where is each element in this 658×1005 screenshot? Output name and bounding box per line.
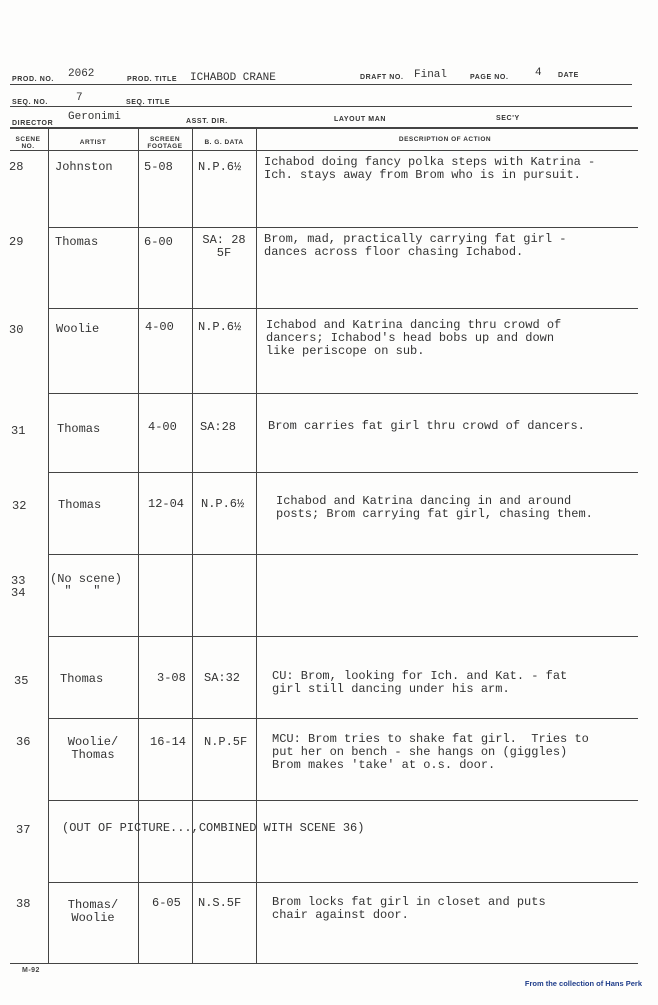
form-number: M-92 (22, 967, 40, 974)
director-value: Geronimi (68, 111, 121, 123)
table-row-description: Ichabod and Katrina dancing thru crowd of dancers; Ichabod's head bobs up and down like periscope on sub. (266, 318, 562, 358)
table-row-artist: Thomas (60, 672, 104, 686)
table-row-footage: 6-05 (152, 896, 181, 910)
table-row-scene: 35 (14, 674, 29, 688)
director-label: DIRECTOR (12, 120, 54, 127)
table-row-description: CU: Brom, looking for Ich. and Kat. - fat girl still dancing under his arm. (272, 669, 568, 696)
table-row-bg: SA:32 (204, 671, 241, 685)
table-row-bg: N.P.6½ (198, 160, 242, 174)
draft-no-label: DRAFT NO. (360, 74, 404, 81)
table-row-artist: Woolie/ Thomas (67, 735, 119, 762)
table-row-scene: 28 (9, 160, 24, 174)
table-row-scene: 37 (16, 823, 31, 837)
table-row-scene: 29 (9, 235, 24, 249)
layout-man-label: LAYOUT MAN (334, 116, 387, 123)
row-37-note: (OUT OF PICTURE...,COMBINED WITH SCENE 36) (62, 821, 365, 835)
table-row-scene: 32 (12, 499, 27, 513)
table-row-bg: N.S.5F (198, 896, 242, 910)
table-row-footage: 12-04 (148, 497, 185, 511)
table-row-footage: 3-08 (157, 671, 186, 685)
collection-credit: From the collection of Hans Perk (524, 979, 642, 988)
col-bg-data: B. G. DATA (204, 139, 244, 146)
col-description: DESCRIPTION OF ACTION (398, 136, 492, 143)
table-row-description: Brom locks fat girl in closet and puts chair against door. (272, 895, 546, 922)
seq-no-value: 7 (76, 92, 83, 104)
seq-no-label: SEQ. NO. (12, 99, 48, 106)
table-row-description: MCU: Brom tries to shake fat girl. Tries to put her on bench - she hangs on (giggles) Brom makes 'take' at o.s. door. (272, 732, 589, 772)
table-row-artist: Woolie (56, 322, 100, 336)
table-row-description: Ichabod and Katrina dancing in and around posts; Brom carrying fat girl, chasing them. (276, 494, 593, 521)
table-row-bg: N.P.5F (204, 735, 248, 749)
table-row-description: Brom, mad, practically carrying fat girl - dances across floor chasing Ichabod. (264, 232, 567, 259)
table-row-footage: 6-00 (144, 235, 173, 249)
table-row-bg: SA: 28 5F (202, 233, 246, 260)
table-row-footage: 4-00 (148, 420, 177, 434)
col-scene-no: SCENE NO. (15, 136, 41, 150)
table-row-description: Brom carries fat girl thru crowd of dancers. (268, 419, 585, 433)
table-row-artist: Johnston (55, 160, 113, 174)
table-row-bg: SA:28 (200, 420, 237, 434)
prod-title-label: PROD. TITLE (127, 76, 178, 83)
table-row-scene: 33 34 (11, 574, 26, 600)
table-row-footage: 5-08 (144, 160, 173, 174)
table-row-artist: Thomas (55, 235, 99, 249)
table-row-description: Ichabod doing fancy polka steps with Katrina - Ich. stays away from Brom who is in pursuit. (264, 155, 596, 182)
table-row-scene: 30 (9, 323, 24, 337)
col-screen-footage: SCREEN FOOTAGE (147, 136, 183, 150)
seq-title-label: SEQ. TITLE (126, 99, 171, 106)
table-row-artist: (No scene) " " (50, 572, 123, 598)
asst-dir-label: ASST. DIR. (186, 118, 228, 125)
prod-no-value: 2062 (68, 68, 95, 80)
table-row-scene: 38 (16, 897, 31, 911)
prod-no-label: PROD. NO. (12, 76, 54, 83)
date-label: DATE (558, 72, 579, 79)
prod-title-value: ICHABOD CRANE (190, 72, 276, 84)
table-row-artist: Thomas (57, 422, 101, 436)
page-no-value: 4 (535, 67, 542, 79)
page-no-label: PAGE NO. (470, 74, 509, 81)
table-row-scene: 31 (11, 424, 26, 438)
secy-label: SEC'Y (496, 115, 520, 122)
table-row-footage: 4-00 (145, 320, 174, 334)
table-row-artist: Thomas (58, 498, 102, 512)
draft-no-value: Final (414, 69, 448, 81)
table-row-footage: 16-14 (150, 735, 187, 749)
table-row-bg: N.P.6½ (201, 497, 245, 511)
col-artist: ARTIST (79, 139, 107, 146)
table-row-scene: 36 (16, 735, 31, 749)
table-row-artist: Thomas/ Woolie (67, 898, 119, 925)
table-row-bg: N.P.6½ (198, 320, 242, 334)
